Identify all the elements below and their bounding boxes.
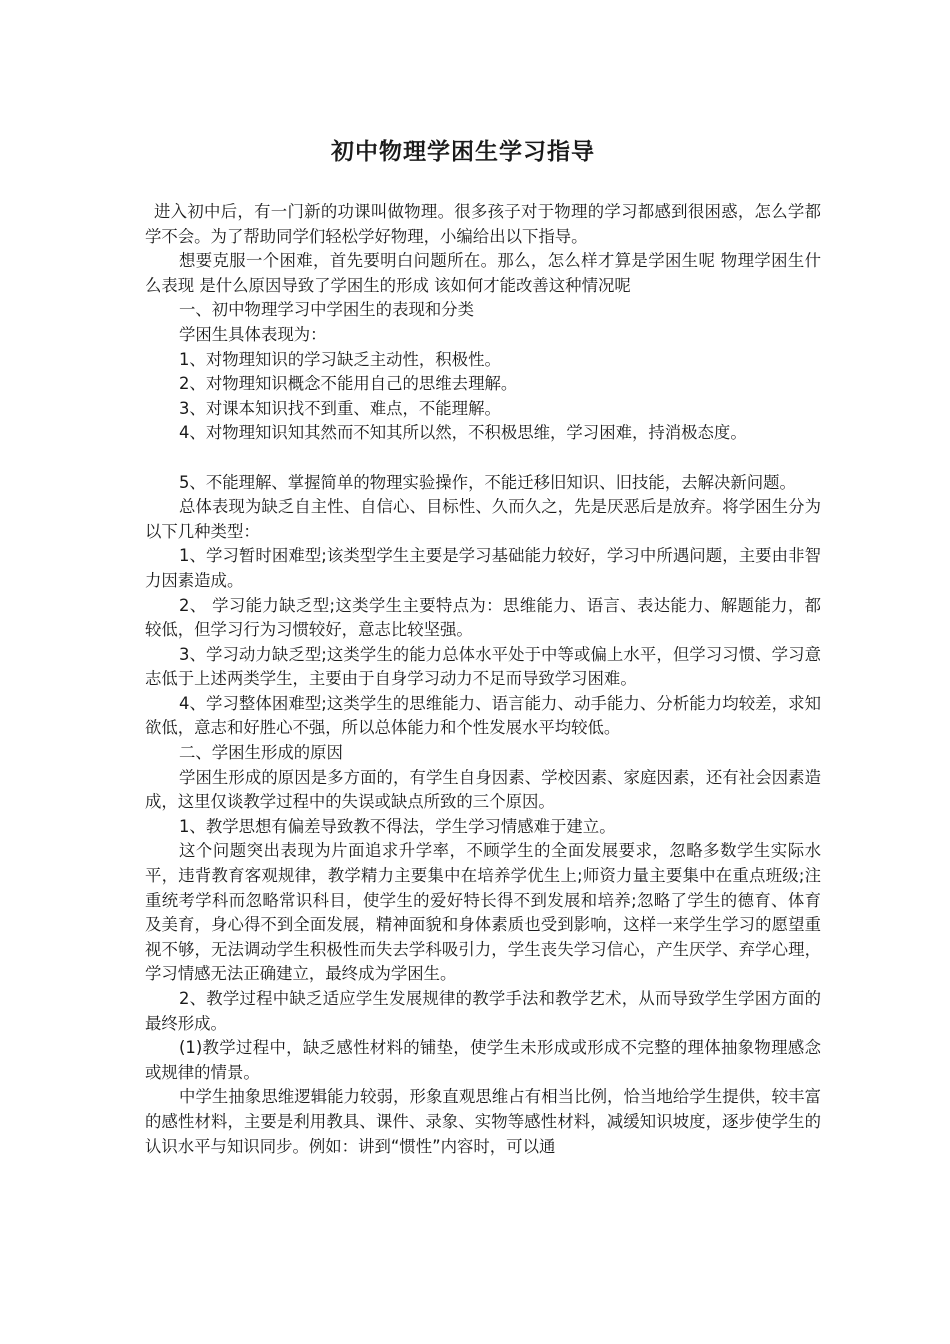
section-heading: 一、初中物理学习中学困生的表现和分类: [179, 300, 475, 320]
list-item: 4、学习整体困难型;这类学生的思维能力、语言能力、动手能力、分析能力均较差，求知欲低，意志和好胜心不强，所以总体能力和个性发展水平均较低。: [145, 693, 821, 738]
paragraph: 总体表现为缺乏自主性、自信心、目标性、久而久之，先是厌恶后是放弃。将学困生分为以下几种类型：: [145, 497, 821, 541]
paragraph: 这个问题突出表现为片面追求升学率，不顾学生的全面发展要求，忽略多数学生实际水平，违背教育客观规律，教学精力主要集中在培养学优生上;师资力量主要集中在重点班级;注重统考学科而忽略常识科目，使学生的爱好特长得不到发展和培养;忽略了学生的德育、体育及美育，身心得不到全面发展，精神面貌和身体素质也受到影响，这样一来学生学习的愿望重视不够，无法调动学生积极性而失去学科吸引力，学生丧失学习信心，产生厌学、弃学心理，学习情感无法正确建立，最终成为学困生。: [145, 841, 821, 984]
list-item: 1、学习暂时困难型;该类型学生主要是学习基础能力较好，学习中所遇问题，主要由非智力因素造成。: [145, 546, 821, 590]
section-heading: 二、学困生形成的原因: [179, 743, 343, 763]
document-body: [145, 200, 821, 1159]
document-title: 初中物理学困生学习指导: [331, 139, 595, 165]
list-item: 5、不能理解、掌握简单的物理实验操作，不能迁移旧知识、旧技能，去解决新问题。: [179, 472, 796, 492]
list-item: 3、学习动力缺乏型;这类学生的能力总体水平处于中等或偏上水平，但学习习惯、学习意志低于上述两类学生，主要由于自身学习动力不足而导致学习困难。: [145, 644, 821, 689]
list-item: 4、对物理知识知其然而不知其所以然，不积极思维，学习困难，持消极态度。: [179, 423, 747, 443]
list-item: 2、对物理知识概念不能用自己的思维去理解。: [179, 374, 518, 394]
paragraph: 学困生具体表现为：: [179, 324, 327, 344]
list-item: 1、教学思想有偏差导致教不得法，学生学习情感难于建立。: [179, 816, 616, 836]
list-item: 3、对课本知识找不到重、难点，不能理解。: [179, 398, 501, 418]
list-item: 1、对物理知识的学习缺乏主动性，积极性。: [179, 349, 501, 369]
list-item: 2、教学过程中缺乏适应学生发展规律的教学手法和教学艺术，从而导致学生学困方面的最终形成。: [145, 989, 821, 1033]
paragraph: 学困生形成的原因是多方面的，有学生自身因素、学校因素、家庭因素，还有社会因素造成，这里仅谈教学过程中的失误或缺点所致的三个原因。: [145, 767, 821, 812]
list-item: 2、 学习能力缺乏型;这类学生主要特点为：思维能力、语言、表达能力、解题能力，都较低，但学习行为习惯较好，意志比较坚强。: [145, 595, 821, 640]
paragraph: 想要克服一个困难，首先要明白问题所在。那么，怎么样才算是学困生呢 物理学困生什么表现 是什么原因导致了学困生的形成 该如何才能改善这种情况呢: [145, 251, 821, 295]
list-item: (1)教学过程中，缺乏感性材料的铺垫，使学生未形成或形成不完整的理体抽象物理感念或规律的情景。: [145, 1038, 821, 1082]
paragraph: 中学生抽象思维逻辑能力较弱，形象直观思维占有相当比例，恰当地给学生提供，较丰富的感性材料，主要是利用教具、课件、录象、实物等感性材料，减缓知识坡度，逐步使学生的认识水平与知识同步。例如：讲到“惯性”内容时，可以通: [145, 1087, 821, 1156]
paragraph: 进入初中后，有一门新的功课叫做物理。很多孩子对于物理的学习都感到很困惑，怎么学都学不会。为了帮助同学们轻松学好物理，小编给出以下指导。: [145, 202, 821, 246]
blank-line: [145, 446, 821, 471]
